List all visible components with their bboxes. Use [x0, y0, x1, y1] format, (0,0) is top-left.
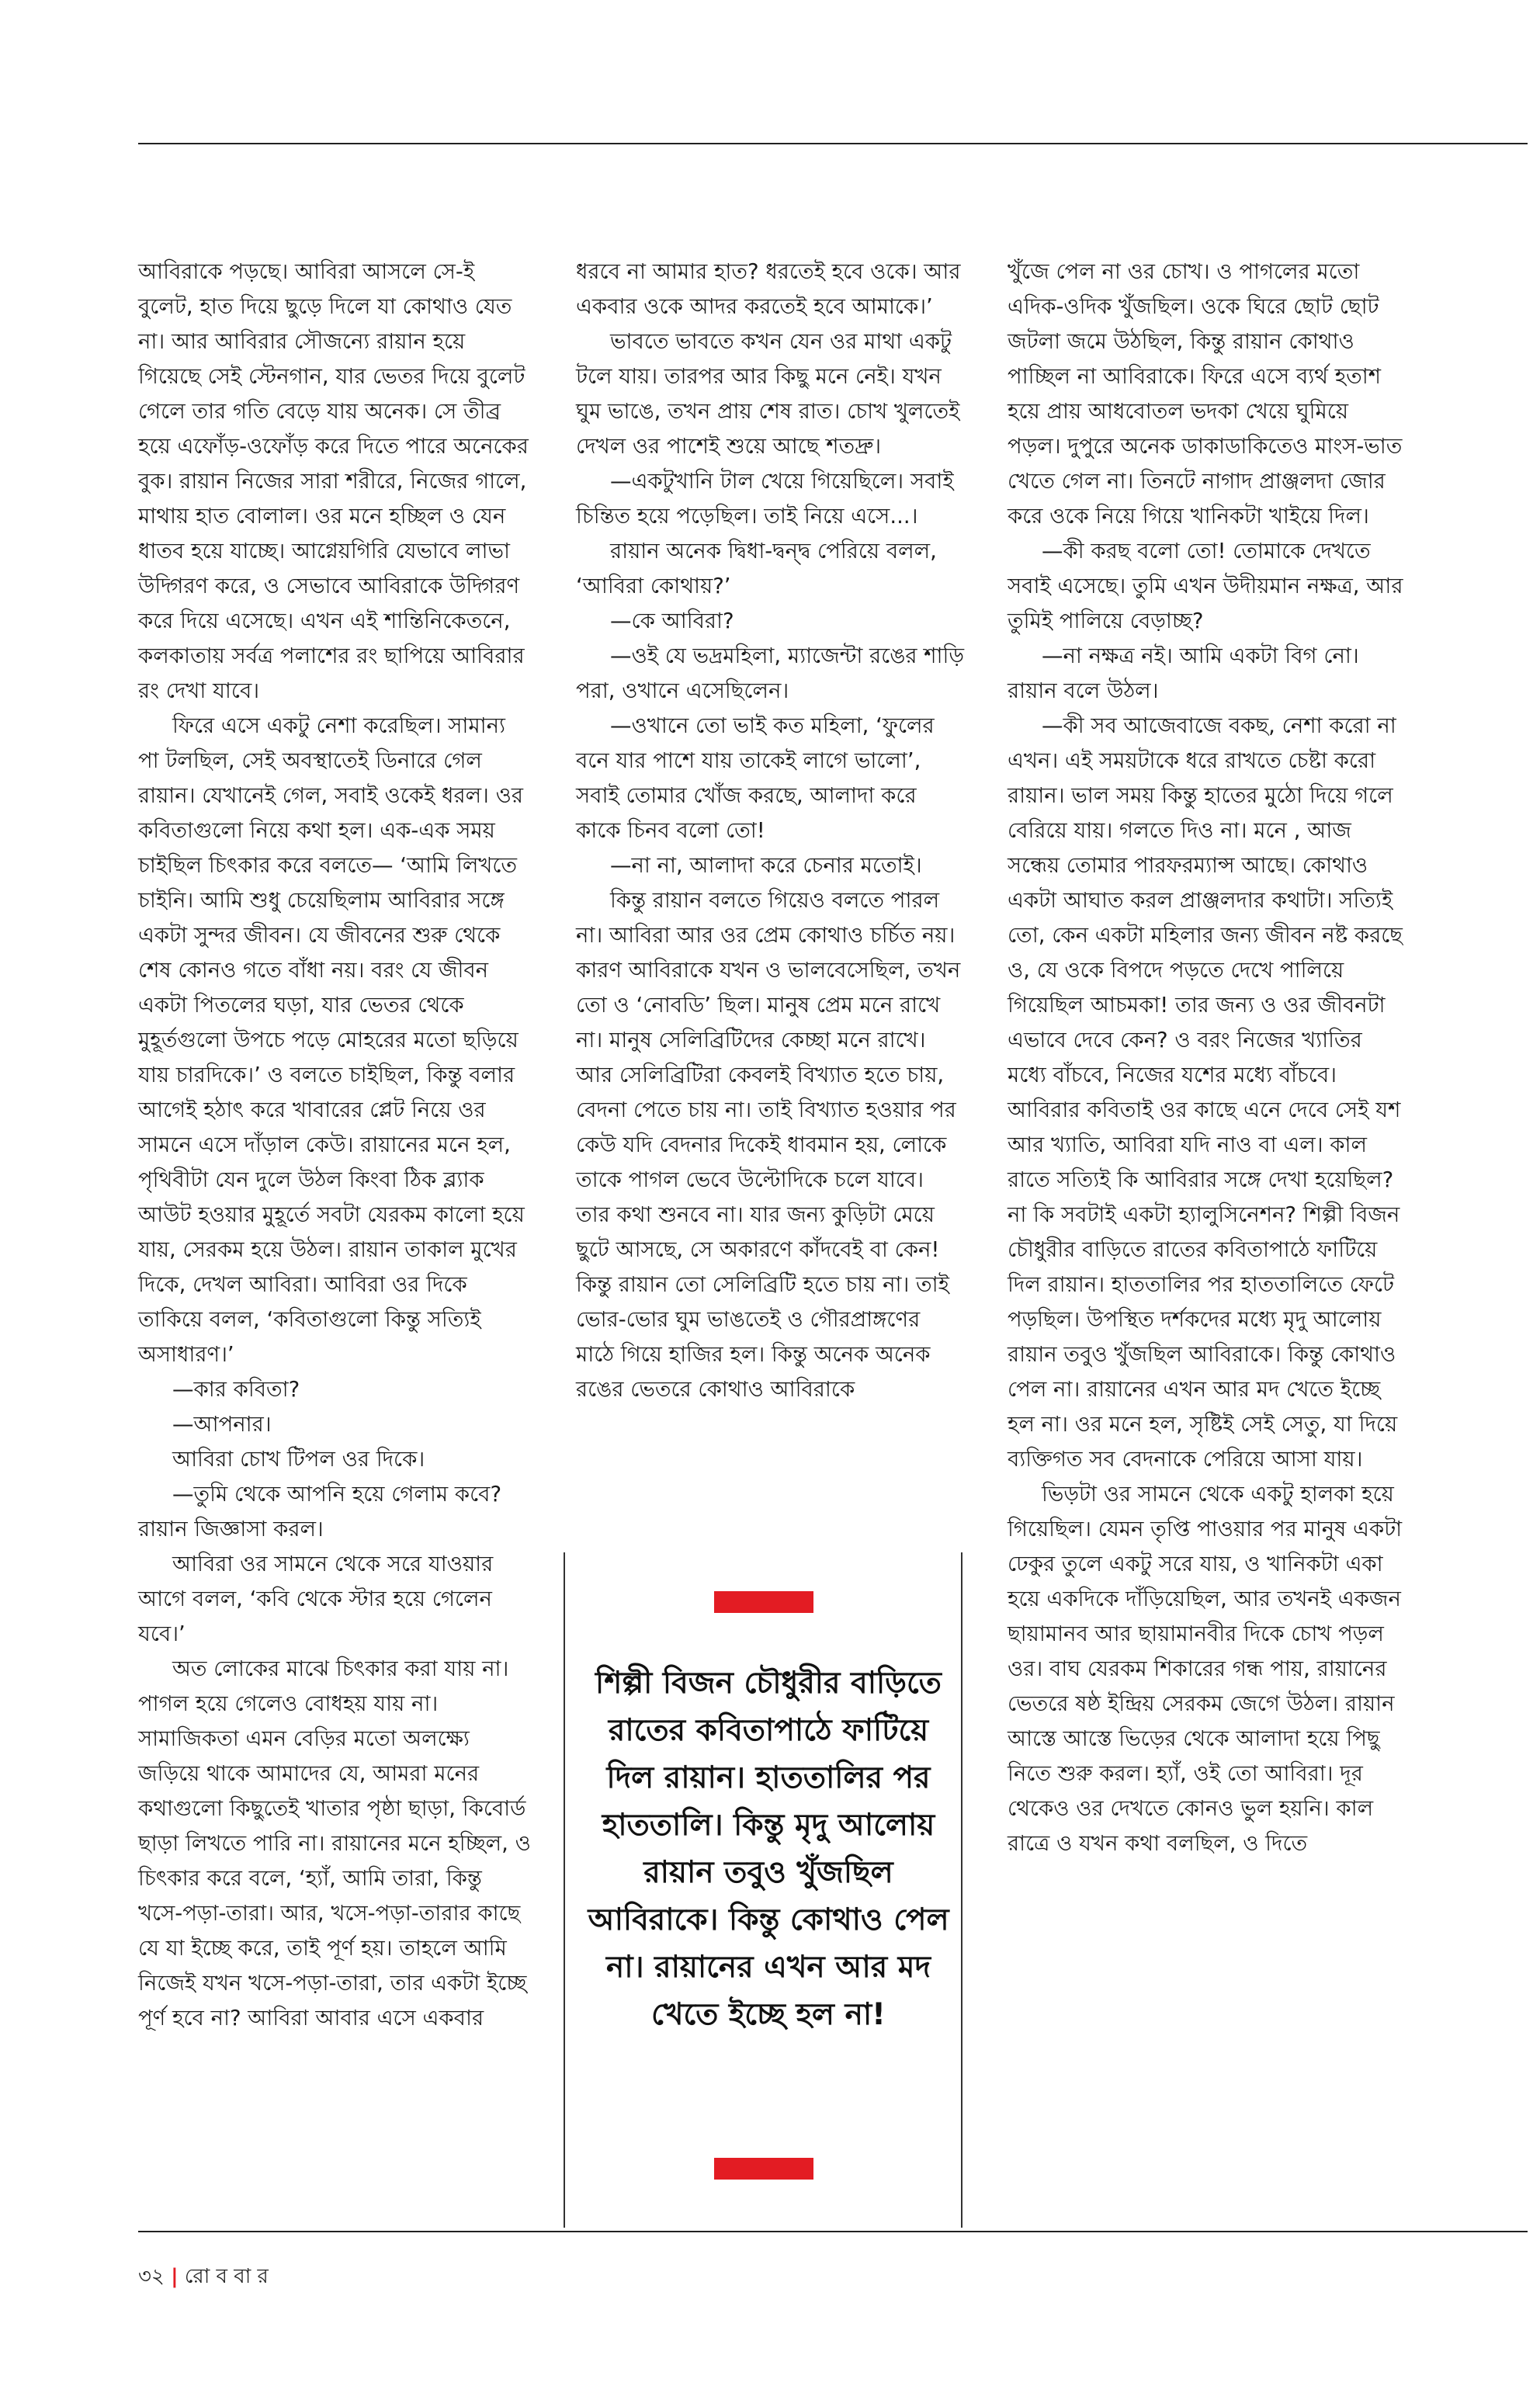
paragraph: —কী সব আজেবাজে বকছ, নেশা করো না এখন। এই সময়টাকে ধরে রাখতে চেষ্টা করো রায়ান। ভাল সময় কিন্তু হাতের মুঠো দিয়ে গলে বেরিয়ে যায়। গলতে দিও না। মনে , আজ সন্ধেয় তোমার পারফরম্যান্স আছে। কোথাও একটা আঘাত করল প্রাঞ্জলদার কথাটা। সত্যিই তো, কেন একটা মহিলার জন্য জীবন নষ্ট করছে ও, যে ওকে বিপদে পড়তে দেখে পালিয়ে গিয়েছিল আচমকা! তার জন্য ও ওর জীবনটা এভাবে দেবে কেন? ও বরং নিজের খ্যাতির মধ্যে বাঁচবে, নিজের যশের মধ্যে বাঁচবে। আবিরার কবিতাই ওর কাছে এনে দেবে সেই যশ আর খ্যাতি, আবিরা যদি নাও বা এল। কাল রাতে সত্যিই কি আবিরার সঙ্গে দেখা হয়েছিল? না কি সবটাই একটা হ্যালুসিনেশন? শিল্পী বিজন চৌধুরীর বাড়িতে রাতের কবিতাপাঠে ফাটিয়ে দিল রায়ান। হাততালির পর হাততালিতে ফেটে পড়ছিল। উপস্থিত দর্শকদের মধ্যে মৃদু আলোয় রায়ান তবুও খুঁজছিল আবিরাকে। কিন্তু কোথাও পেল না। রায়ানের এখন আর মদ খেতে ইচ্ছে হল না। ওর মনে হল, সৃষ্টিই সেই সেতু, যা দিয়ে ব্যক্তিগত সব বেদনাকে পেরিয়ে আসা যায়। — [1008, 713, 1403, 1472]
paragraph: ভাবতে ভাবতে কখন যেন ওর মাথা একটু টলে যায়। তারপর আর কিছু মনে নেই। যখন ঘুম ভাঙে, তখন প্রায় শেষ রাত। চোখ খুলতেই দেখল ওর পাশেই শুয়ে আছে শতদ্রু। — [576, 329, 960, 459]
paragraph: —না নক্ষত্র নই। আমি একটা বিগ নো। রায়ান বলে উঠল। — [1008, 643, 1359, 703]
magazine-name: রো ব বা র — [184, 2265, 269, 2288]
top-rule — [138, 143, 1528, 144]
paragraph: খুঁজে পেল না ওর চোখ। ও পাগলের মতো এদিক-ওদিক খুঁজছিল। ওকে ঘিরে ছোট ছোট জটলা জমে উঠছিল, কিন্তু রায়ান কোথাও পাচ্ছিল না আবিরাকে। ফিরে এসে ব্যর্থ হতাশ হয়ে প্রায় আধবোতল ভদকা খেয়ে ঘুমিয়ে পড়ল। দুপুরে অনেক ডাকাডাকিতেও মাংস-ভাত খেতে গেল না। তিনটে নাগাদ প্রাঞ্জলদা জোর করে ওকে নিয়ে গিয়ে খানিকটা খাইয়ে দিল। — [1008, 259, 1403, 529]
paragraph: ভিড়টা ওর সামনে থেকে একটু হালকা হয়ে গিয়েছিল। যেমন তৃপ্তি পাওয়ার পর মানুষ একটা ঢেকুর তুলে একটু সরে যায়, ও খানিকটা একা হয়ে একদিকে দাঁড়িয়েছিল, আর তখনই একজন ছায়ামানব আর ছায়ামানবীর দিকে চোখ পড়ল ওর। বাঘ যেরকম শিকারের গন্ধ পায়, রায়ানের ভেতরে ষষ্ঠ ইন্দ্রিয় সেরকম জেগে উঠল। রায়ান আস্তে আস্তে ভিড়ের থেকে আলাদা হয়ে পিছু নিতে শুরু করল। হ্যাঁ, ওই তো আবিরা। দূর থেকেও ওর দেখতে কোনও ভুল হয়নি। কাল রাত্রে ও যখন কথা বলছিল, ও দিতে — [1008, 1482, 1403, 1856]
page-footer — [138, 2260, 269, 2294]
column-3 — [1008, 255, 1405, 2218]
column-divider-left — [564, 1552, 565, 2228]
paragraph: আবিরা ওর সামনে থেকে সরে যাওয়ার আগে বলল, ‘কবি থেকে স্টার হয়ে গেলেন যবে।’ — [138, 1552, 494, 1646]
pull-quote-accent-bar-top — [714, 1591, 813, 1613]
column-2 — [576, 255, 964, 1559]
paragraph: অত লোকের মাঝে চিৎকার করা যায় না। পাগল হয়ে গেলেও বোধহয় যায় না। সামাজিকতা এমন বেড়ির মতো অলক্ষ্যে জড়িয়ে থাকে আমাদের যে, আমরা মনের কথাগুলো কিছুতেই খাতার পৃষ্ঠা ছাড়া, কিবোর্ড ছাড়া লিখতে পারি না। রায়ানের মনে হচ্ছিল, ও চিৎকার করে বলে, ‘হ্যাঁ, আমি তারা, কিন্তু খসে-পড়া-তারা। আর, খসে-পড়া-তারার কাছে যে যা ইচ্ছে করে, তাই পূর্ণ হয়। তাহলে আমি নিজেই যখন খসে-পড়া-তারা, তার একটা ইচ্ছে পূর্ণ হবে না? আবিরা আবার এসে একবার — [138, 1656, 531, 2031]
paragraph: —না না, আলাদা করে চেনার মতোই। — [610, 853, 922, 878]
paragraph: —ওই যে ভদ্রমহিলা, ম্যাজেন্টা রঙের শাড়ি পরা, ওখানে এসেছিলেন। — [576, 643, 965, 703]
paragraph: রায়ান অনেক দ্বিধা-দ্বন্দ্ব পেরিয়ে বলল, ‘আবিরা কোথায়?’ — [576, 539, 937, 598]
paragraph: ফিরে এসে একটু নেশা করেছিল। সামান্য পা টলছিল, সেই অবস্থাতেই ডিনারে গেল রায়ান। যেখানেই গেল, সবাই ওকেই ধরল। ওর কবিতাগুলো নিয়ে কথা হল। এক-এক সময় চাইছিল চিৎকার করে বলতে— ‘আমি লিখতে চাইনি। আমি শুধু চেয়েছিলাম আবিরার সঙ্গে একটা সুন্দর জীবন। যে জীবনের শুরু থেকে শেষ কোনও গতে বাঁধা নয়। বরং যে জীবন একটা পিতলের ঘড়া, যার ভেতর থেকে মুহূর্তগুলো উপচে পড়ে মোহরের মতো ছড়িয়ে যায় চারদিকে।’ ও বলতে চাইছিল, কিন্তু বলার আগেই হঠাৎ করে খাবারের প্লেট নিয়ে ওর সামনে এসে দাঁড়াল কেউ। রায়ানের মনে হল, পৃথিবীটা যেন দুলে উঠল কিংবা ঠিক ব্ল্যাক আউট হওয়ার মুহূর্তে সবটা যেরকম কালো হয়ে যায়, সেরকম হয়ে উঠল। রায়ান তাকাল মুখের দিকে, দেখল আবিরা। আবিরা ওর দিকে তাকিয়ে বলল, ‘কবিতাগুলো কিন্তু সত্যিই অসাধারণ।’ — [138, 713, 525, 1367]
paragraph: —আপনার। — [172, 1412, 272, 1437]
pull-quote-text: শিল্পী বিজন চৌধুরীর বাড়িতে রাতের কবিতাপাঠে ফাটিয়ে দিল রায়ান। হাততালির পর হাততালি। কিন্তু মৃদু আলোয় রায়ান তবুও খুঁজছিল আবিরাকে। কিন্তু কোথাও পেল না। রায়ানের এখন আর মদ খেতে ইচ্ছে হল না! — [588, 1666, 949, 2032]
bottom-rule — [138, 2231, 1528, 2232]
paragraph: —কে আবিরা? — [610, 609, 734, 633]
paragraph: —তুমি থেকে আপনি হয়ে গেলাম কবে? রায়ান জিজ্ঞাসা করল। — [138, 1482, 502, 1542]
paragraph: আবিরা চোখ টিপল ওর দিকে। — [172, 1447, 425, 1472]
paragraph: —ওখানে তো ভাই কত মহিলা, ‘ফুলের বনে যার পাশে যায় তাকেই লাগে ভালো’, সবাই তোমার খোঁজ করছে, আলাদা করে কাকে চিনব বলো তো! — [576, 713, 935, 843]
paragraph: —কার কবিতা? — [172, 1377, 300, 1402]
paragraph: আবিরাকে পড়ছে। আবিরা আসলে সে-ই বুলেট, হাত দিয়ে ছুড়ে দিলে যা কোথাও যেত না। আর আবিরার সৌজন্যে রায়ান হয়ে গিয়েছে সেই স্টেনগান, যার ভেতর দিয়ে বুলেট গেলে তার গতি বেড়ে যায় অনেক। সে তীব্র হয়ে এফোঁড়-ওফোঁড় করে দিতে পারে অনেকের বুক। রায়ান নিজের সারা শরীরে, নিজের গালে, মাথায় হাত বোলাল। ওর মনে হচ্ছিল ও যেন ধাতব হয়ে যাচ্ছে। আগ্নেয়গিরি যেভাবে লাভা উদ্গিরণ করে, ও সেভাবে আবিরাকে উদ্গিরণ করে দিয়ে এসেছে। এখন এই শান্তিনিকেতনে, কলকাতায় সর্বত্র পলাশের রং ছাপিয়ে আবিরার রং দেখা যাবে। — [138, 259, 529, 703]
paragraph: ধরবে না আমার হাত? ধরতেই হবে ওকে। আর একবার ওকে আদর করতেই হবে আমাকে।’ — [576, 259, 961, 319]
footer-separator: | — [171, 2265, 179, 2288]
paragraph: —একটুখানি টাল খেয়ে গিয়েছিলে। সবাই চিন্তিত হয়ে পড়েছিল। তাই নিয়ে এসে...। — [576, 469, 954, 529]
paragraph: —কী করছ বলো তো! তোমাকে দেখতে সবাই এসেছে। তুমি এখন উদীয়মান নক্ষত্র, আর তুমিই পালিয়ে বেড়াচ্ছ? — [1008, 539, 1403, 633]
page-number: ৩২ — [138, 2265, 165, 2288]
column-divider-right — [961, 1552, 962, 2228]
pull-quote-accent-bar-bottom — [714, 2158, 813, 2180]
paragraph: কিন্তু রায়ান বলতে গিয়েও বলতে পারল না। আবিরা আর ওর প্রেম কোথাও চর্চিত নয়। কারণ আবিরাকে যখন ও ভালবেসেছিল, তখন তো ও ‘নোবডি’ ছিল। মানুষ প্রেম মনে রাখে না। মানুষ সেলিব্রিটিদের কেচ্ছা মনে রাখে। আর সেলিব্রিটিরা কেবলই বিখ্যাত হতে চায়, বেদনা পেতে চায় না। তাই বিখ্যাত হওয়ার পর কেউ যদি বেদনার দিকেই ধাবমান হয়, লোকে তাকে পাগল ভেবে উল্টোদিকে চলে যাবে। তার কথা শুনবে না। যার জন্য কুড়িটা মেয়ে ছুটে আসছে, সে অকারণে কাঁদবেই বা কেন! কিন্তু রায়ান তো সেলিব্রিটি হতে চায় না। তাই ভোর-ভোর ঘুম ভাঙতেই ও গৌরপ্রাঙ্গণের মাঠে গিয়ে হাজির হল। কিন্তু অনেক অনেক রঙের ভেতরে কোথাও আবিরাকে — [576, 888, 961, 1402]
pull-quote — [576, 1576, 961, 2197]
column-1 — [138, 255, 531, 2218]
